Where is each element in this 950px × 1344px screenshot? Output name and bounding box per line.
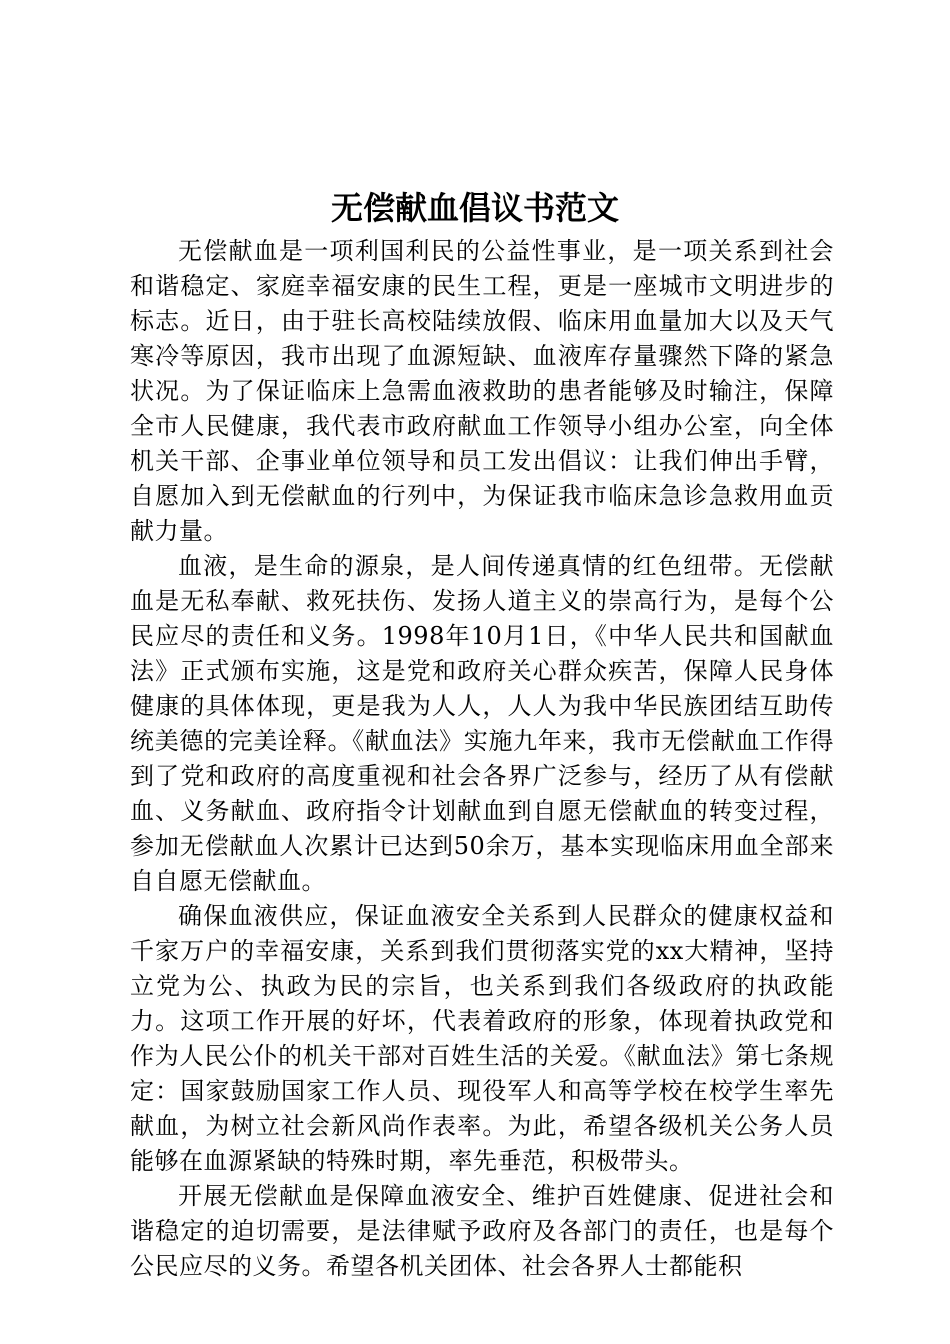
paragraph-2: 血液，是生命的源泉，是人间传递真情的红色纽带。无偿献血是无私奉献、救死扶伤、发扬人道主义的崇高行为，是每个公民应尽的责任和义务。1998年10月1日，《中华人民共和国献血法》正式颁布实施，这是党和政府关心群众疾苦，保障人民身体健康的具体体现，更是我为人人，人人为我中华民族团结互助传统美德的完美诠释。《献血法》实施九年来，我市无偿献血工作得到了党和政府的高度重视和社会各界广泛参与，经历了从有偿献血、义务献血、政府指令计划献血到自愿无偿献血的转变过程，参加无偿献血人次累计已达到50余万，基本实现临床用血全部来自自愿无偿献血。 xyxy=(130,552,834,895)
paragraph-1: 无偿献血是一项利国利民的公益性事业，是一项关系到社会和谐稳定、家庭幸福安康的民生工程，更是一座城市文明进步的标志。近日，由于驻长高校陆续放假、临床用血量加大以及天气寒冷等原因，我市出现了血源短缺、血液库存量骤然下降的紧急状况。为了保证临床上急需血液救助的患者能够及时输注，保障全市人民健康，我代表市政府献血工作领导小组办公室，向全体机关干部、企事业单位领导和员工发出倡议：让我们伸出手臂，自愿加入到无偿献血的行列中，为保证我市临床急诊急救用血贡献力量。 xyxy=(130,237,834,545)
paragraph-4: 开展无偿献血是保障血液安全、维护百姓健康、促进社会和谐稳定的迫切需要，是法律赋予政府及各部门的责任，也是每个公民应尽的义务。希望各机关团体、社会各界人士都能积 xyxy=(130,1182,834,1280)
paragraph-3: 确保血液供应，保证血液安全关系到人民群众的健康权益和千家万户的幸福安康，关系到我们贯彻落实党的xx大精神，坚持立党为公、执政为民的宗旨，也关系到我们各级政府的执政能力。这项工作开展的好坏，代表着政府的形象，体现着执政党和作为人民公仆的机关干部对百姓生活的关爱。《献血法》第七条规定：国家鼓励国家工作人员、现役军人和高等学校在校学生率先献血，为树立社会新风尚作表率。为此，希望各级机关公务人员能够在血源紧缺的特殊时期，率先垂范，积极带头。 xyxy=(130,902,834,1175)
document-body xyxy=(130,234,834,1284)
document-title: 无偿献血倡议书范文 xyxy=(330,189,619,227)
